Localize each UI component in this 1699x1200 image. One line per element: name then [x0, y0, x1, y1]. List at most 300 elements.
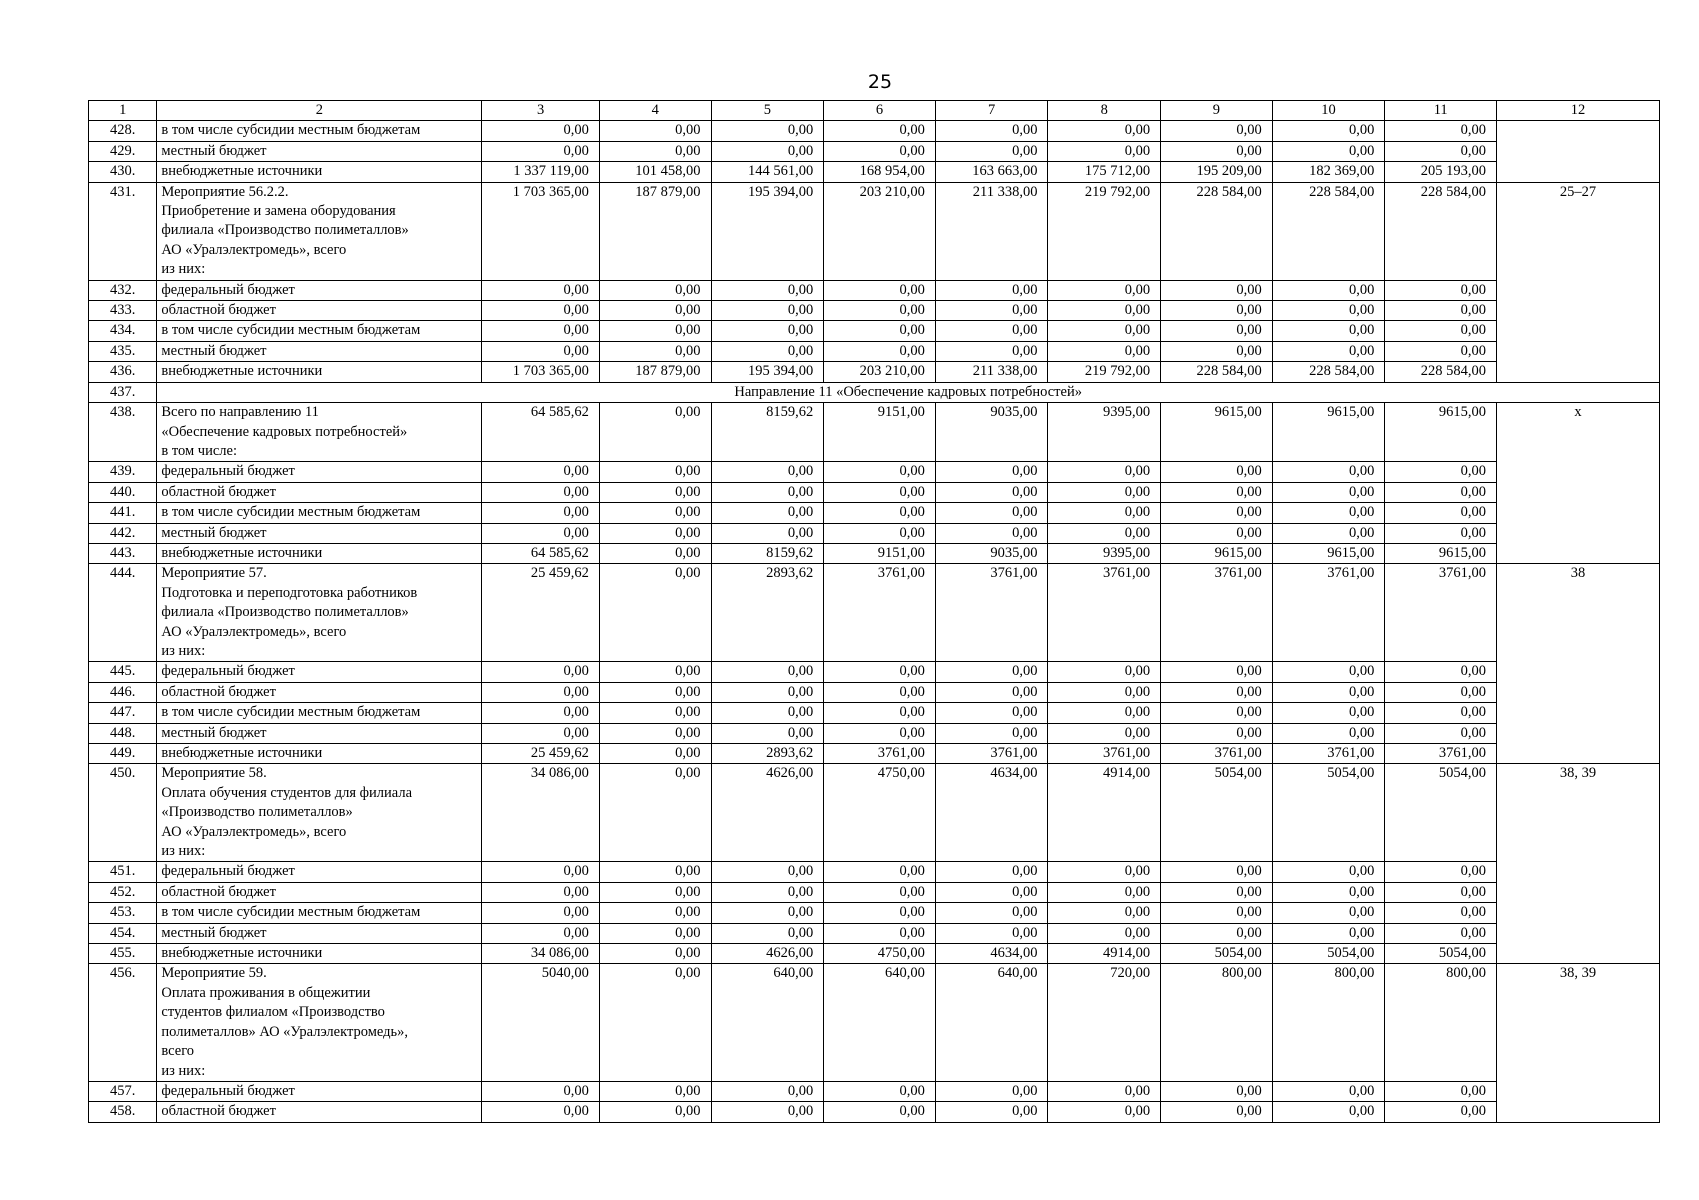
value-cell: 0,00 — [482, 703, 600, 723]
value-cell: 0,00 — [1385, 523, 1497, 543]
value-cell: 0,00 — [599, 923, 711, 943]
value-cell: 0,00 — [1272, 1081, 1385, 1101]
value-cell: 0,00 — [599, 682, 711, 702]
value-cell: 0,00 — [824, 503, 936, 523]
row-number: 458. — [89, 1102, 157, 1122]
value-cell: 0,00 — [599, 723, 711, 743]
row-number: 438. — [89, 403, 157, 462]
value-cell: 0,00 — [711, 1081, 824, 1101]
value-cell: 168 954,00 — [824, 162, 936, 182]
value-cell: 4626,00 — [711, 944, 824, 964]
value-cell: 0,00 — [1385, 341, 1497, 361]
value-cell: 0,00 — [482, 662, 600, 682]
value-cell: 0,00 — [1161, 321, 1273, 341]
value-cell: 720,00 — [1048, 964, 1161, 1081]
value-cell: 0,00 — [711, 1102, 824, 1122]
row-number: 449. — [89, 744, 157, 764]
value-cell: 0,00 — [711, 923, 824, 943]
value-cell: 0,00 — [1048, 523, 1161, 543]
table-row — [89, 662, 1660, 682]
row-number: 455. — [89, 944, 157, 964]
table-row — [89, 482, 1660, 502]
value-cell: 0,00 — [935, 482, 1048, 502]
row-description: федеральный бюджет — [157, 280, 482, 300]
value-cell: 0,00 — [824, 662, 936, 682]
table-row — [89, 301, 1660, 321]
value-cell: 0,00 — [935, 280, 1048, 300]
value-cell: 0,00 — [711, 121, 824, 141]
table-row — [89, 944, 1660, 964]
row-description: Всего по направлению 11 «Обеспечение кадровых потребностей» в том числе: — [157, 403, 482, 462]
row-description: в том числе субсидии местным бюджетам — [157, 503, 482, 523]
value-cell: 203 210,00 — [824, 362, 936, 382]
value-cell: 0,00 — [1048, 923, 1161, 943]
value-cell: 0,00 — [1385, 862, 1497, 882]
column-header: 11 — [1385, 101, 1497, 121]
reference-cell — [1496, 121, 1659, 182]
value-cell: 0,00 — [824, 723, 936, 743]
value-cell: 0,00 — [599, 862, 711, 882]
value-cell: 9035,00 — [935, 403, 1048, 462]
row-description: местный бюджет — [157, 723, 482, 743]
value-cell: 0,00 — [1385, 141, 1497, 161]
value-cell: 0,00 — [935, 121, 1048, 141]
value-cell: 0,00 — [482, 121, 600, 141]
value-cell: 9615,00 — [1161, 543, 1273, 563]
value-cell: 0,00 — [1161, 903, 1273, 923]
value-cell: 9151,00 — [824, 403, 936, 462]
value-cell: 0,00 — [1161, 682, 1273, 702]
row-number: 444. — [89, 564, 157, 662]
value-cell: 0,00 — [711, 503, 824, 523]
value-cell: 0,00 — [1048, 882, 1161, 902]
value-cell: 0,00 — [482, 1102, 600, 1122]
value-cell: 0,00 — [599, 341, 711, 361]
value-cell: 0,00 — [711, 882, 824, 902]
row-number: 436. — [89, 362, 157, 382]
row-number: 435. — [89, 341, 157, 361]
value-cell: 0,00 — [599, 764, 711, 862]
value-cell: 5054,00 — [1161, 764, 1273, 862]
value-cell: 3761,00 — [1048, 564, 1161, 662]
value-cell: 0,00 — [711, 682, 824, 702]
value-cell: 0,00 — [1272, 1102, 1385, 1122]
row-description: областной бюджет — [157, 682, 482, 702]
value-cell: 0,00 — [1272, 321, 1385, 341]
table-row — [89, 764, 1660, 862]
value-cell: 0,00 — [599, 662, 711, 682]
value-cell: 0,00 — [1385, 1102, 1497, 1122]
value-cell: 5040,00 — [482, 964, 600, 1081]
value-cell: 0,00 — [599, 703, 711, 723]
value-cell: 3761,00 — [1385, 564, 1497, 662]
value-cell: 0,00 — [824, 1081, 936, 1101]
value-cell: 0,00 — [599, 882, 711, 902]
reference-cell: х — [1496, 403, 1659, 564]
value-cell: 0,00 — [935, 462, 1048, 482]
value-cell: 0,00 — [482, 482, 600, 502]
table-row — [89, 744, 1660, 764]
row-description: Мероприятие 57. Подготовка и переподготовка работников филиала «Производство полиметаллов» АО «Уралэлектромедь», всего из них: — [157, 564, 482, 662]
value-cell: 195 209,00 — [1161, 162, 1273, 182]
value-cell: 0,00 — [935, 882, 1048, 902]
row-number: 440. — [89, 482, 157, 502]
value-cell: 0,00 — [1385, 321, 1497, 341]
value-cell: 0,00 — [599, 121, 711, 141]
table-header-row — [89, 101, 1660, 121]
value-cell: 187 879,00 — [599, 182, 711, 280]
value-cell: 0,00 — [711, 280, 824, 300]
value-cell: 0,00 — [1161, 301, 1273, 321]
value-cell: 182 369,00 — [1272, 162, 1385, 182]
value-cell: 0,00 — [1161, 523, 1273, 543]
table-row — [89, 141, 1660, 161]
value-cell: 64 585,62 — [482, 403, 600, 462]
value-cell: 3761,00 — [1385, 744, 1497, 764]
value-cell: 0,00 — [1272, 862, 1385, 882]
value-cell: 0,00 — [1272, 923, 1385, 943]
value-cell: 9395,00 — [1048, 543, 1161, 563]
value-cell: 0,00 — [711, 321, 824, 341]
row-description: в том числе субсидии местным бюджетам — [157, 903, 482, 923]
column-header: 6 — [824, 101, 936, 121]
column-header: 10 — [1272, 101, 1385, 121]
value-cell: 2893,62 — [711, 564, 824, 662]
value-cell: 640,00 — [824, 964, 936, 1081]
value-cell: 3761,00 — [1272, 564, 1385, 662]
value-cell: 0,00 — [599, 564, 711, 662]
value-cell: 0,00 — [1272, 280, 1385, 300]
value-cell: 0,00 — [482, 321, 600, 341]
value-cell: 0,00 — [599, 403, 711, 462]
value-cell: 0,00 — [1385, 662, 1497, 682]
value-cell: 0,00 — [1048, 280, 1161, 300]
table-row — [89, 503, 1660, 523]
value-cell: 0,00 — [1048, 862, 1161, 882]
value-cell: 0,00 — [1385, 723, 1497, 743]
value-cell: 0,00 — [1385, 462, 1497, 482]
value-cell: 0,00 — [482, 903, 600, 923]
table-row — [89, 403, 1660, 462]
value-cell: 0,00 — [824, 703, 936, 723]
value-cell: 0,00 — [1161, 882, 1273, 902]
value-cell: 0,00 — [824, 141, 936, 161]
value-cell: 203 210,00 — [824, 182, 936, 280]
value-cell: 0,00 — [482, 141, 600, 161]
value-cell: 205 193,00 — [1385, 162, 1497, 182]
value-cell: 0,00 — [824, 882, 936, 902]
value-cell: 0,00 — [1161, 1102, 1273, 1122]
row-number: 445. — [89, 662, 157, 682]
value-cell: 0,00 — [1048, 503, 1161, 523]
column-header: 3 — [482, 101, 600, 121]
value-cell: 9615,00 — [1272, 543, 1385, 563]
value-cell: 0,00 — [482, 523, 600, 543]
value-cell: 0,00 — [482, 503, 600, 523]
value-cell: 0,00 — [482, 280, 600, 300]
value-cell: 0,00 — [1161, 1081, 1273, 1101]
value-cell: 0,00 — [935, 862, 1048, 882]
value-cell: 0,00 — [1272, 903, 1385, 923]
value-cell: 219 792,00 — [1048, 362, 1161, 382]
value-cell: 0,00 — [1161, 703, 1273, 723]
row-number: 430. — [89, 162, 157, 182]
value-cell: 3761,00 — [935, 744, 1048, 764]
row-description: внебюджетные источники — [157, 162, 482, 182]
value-cell: 0,00 — [711, 723, 824, 743]
value-cell: 0,00 — [599, 744, 711, 764]
row-description: в том числе субсидии местным бюджетам — [157, 703, 482, 723]
value-cell: 4750,00 — [824, 764, 936, 862]
reference-cell: 38, 39 — [1496, 764, 1659, 964]
value-cell: 0,00 — [1385, 482, 1497, 502]
value-cell: 0,00 — [824, 862, 936, 882]
value-cell: 0,00 — [1385, 703, 1497, 723]
value-cell: 5054,00 — [1385, 944, 1497, 964]
row-description: в том числе субсидии местным бюджетам — [157, 121, 482, 141]
table-row — [89, 862, 1660, 882]
column-header: 12 — [1496, 101, 1659, 121]
row-description: федеральный бюджет — [157, 462, 482, 482]
value-cell: 0,00 — [1272, 482, 1385, 502]
value-cell: 0,00 — [599, 462, 711, 482]
value-cell: 0,00 — [1048, 301, 1161, 321]
table-row — [89, 462, 1660, 482]
value-cell: 0,00 — [824, 280, 936, 300]
value-cell: 211 338,00 — [935, 362, 1048, 382]
reference-cell: 25–27 — [1496, 182, 1659, 382]
value-cell: 0,00 — [935, 1102, 1048, 1122]
value-cell: 5054,00 — [1385, 764, 1497, 862]
value-cell: 0,00 — [482, 1081, 600, 1101]
value-cell: 0,00 — [1048, 462, 1161, 482]
value-cell: 0,00 — [1161, 141, 1273, 161]
value-cell: 0,00 — [711, 703, 824, 723]
value-cell: 5054,00 — [1272, 764, 1385, 862]
reference-cell: 38, 39 — [1496, 964, 1659, 1122]
value-cell: 3761,00 — [824, 744, 936, 764]
value-cell: 0,00 — [1161, 862, 1273, 882]
value-cell: 228 584,00 — [1161, 182, 1273, 280]
value-cell: 0,00 — [599, 523, 711, 543]
value-cell: 228 584,00 — [1272, 362, 1385, 382]
value-cell: 0,00 — [935, 341, 1048, 361]
value-cell: 0,00 — [711, 301, 824, 321]
value-cell: 0,00 — [935, 503, 1048, 523]
value-cell: 0,00 — [599, 141, 711, 161]
value-cell: 4626,00 — [711, 764, 824, 862]
value-cell: 34 086,00 — [482, 764, 600, 862]
value-cell: 0,00 — [711, 862, 824, 882]
value-cell: 187 879,00 — [599, 362, 711, 382]
value-cell: 640,00 — [711, 964, 824, 1081]
value-cell: 0,00 — [824, 462, 936, 482]
column-header: 7 — [935, 101, 1048, 121]
row-number: 428. — [89, 121, 157, 141]
value-cell: 0,00 — [1048, 1081, 1161, 1101]
row-number: 452. — [89, 882, 157, 902]
column-header: 5 — [711, 101, 824, 121]
value-cell: 0,00 — [1048, 341, 1161, 361]
value-cell: 0,00 — [1048, 141, 1161, 161]
row-number: 450. — [89, 764, 157, 862]
value-cell: 8159,62 — [711, 403, 824, 462]
value-cell: 0,00 — [1048, 903, 1161, 923]
value-cell: 3761,00 — [1161, 564, 1273, 662]
value-cell: 5054,00 — [1161, 944, 1273, 964]
table-row — [89, 362, 1660, 382]
value-cell: 0,00 — [935, 903, 1048, 923]
value-cell: 0,00 — [824, 1102, 936, 1122]
value-cell: 0,00 — [824, 301, 936, 321]
row-description: Мероприятие 58. Оплата обучения студентов для филиала «Производство полиметаллов» АО «Уралэлектромедь», всего из них: — [157, 764, 482, 862]
value-cell: 9615,00 — [1385, 543, 1497, 563]
value-cell: 25 459,62 — [482, 744, 600, 764]
value-cell: 0,00 — [935, 923, 1048, 943]
value-cell: 1 703 365,00 — [482, 182, 600, 280]
page-number: 25 — [867, 71, 893, 93]
row-number: 429. — [89, 141, 157, 161]
value-cell: 25 459,62 — [482, 564, 600, 662]
value-cell: 228 584,00 — [1161, 362, 1273, 382]
value-cell: 0,00 — [482, 682, 600, 702]
column-header: 2 — [157, 101, 482, 121]
table-body — [89, 101, 1660, 1123]
value-cell: 0,00 — [599, 1081, 711, 1101]
value-cell: 3761,00 — [935, 564, 1048, 662]
table-row — [89, 703, 1660, 723]
value-cell: 9151,00 — [824, 543, 936, 563]
row-number: 441. — [89, 503, 157, 523]
value-cell: 0,00 — [1161, 723, 1273, 743]
value-cell: 3761,00 — [1272, 744, 1385, 764]
value-cell: 0,00 — [1385, 503, 1497, 523]
value-cell: 0,00 — [1161, 503, 1273, 523]
value-cell: 4914,00 — [1048, 944, 1161, 964]
row-description: внебюджетные источники — [157, 744, 482, 764]
value-cell: 228 584,00 — [1272, 182, 1385, 280]
value-cell: 0,00 — [935, 723, 1048, 743]
value-cell: 0,00 — [1385, 882, 1497, 902]
table-row — [89, 321, 1660, 341]
value-cell: 0,00 — [599, 944, 711, 964]
value-cell: 195 394,00 — [711, 182, 824, 280]
row-number: 446. — [89, 682, 157, 702]
value-cell: 1 337 119,00 — [482, 162, 600, 182]
value-cell: 228 584,00 — [1385, 182, 1497, 280]
table-row — [89, 564, 1660, 662]
table-row — [89, 280, 1660, 300]
value-cell: 0,00 — [599, 503, 711, 523]
value-cell: 0,00 — [1385, 1081, 1497, 1101]
value-cell: 5054,00 — [1272, 944, 1385, 964]
value-cell: 0,00 — [1161, 662, 1273, 682]
value-cell: 0,00 — [1272, 662, 1385, 682]
value-cell: 144 561,00 — [711, 162, 824, 182]
value-cell: 0,00 — [824, 903, 936, 923]
row-description: областной бюджет — [157, 1102, 482, 1122]
value-cell: 3761,00 — [1161, 744, 1273, 764]
value-cell: 0,00 — [482, 723, 600, 743]
value-cell: 4634,00 — [935, 764, 1048, 862]
table-row — [89, 903, 1660, 923]
value-cell: 0,00 — [1272, 682, 1385, 702]
value-cell: 0,00 — [1385, 280, 1497, 300]
value-cell: 0,00 — [1161, 923, 1273, 943]
value-cell: 219 792,00 — [1048, 182, 1161, 280]
row-description: Мероприятие 56.2.2. Приобретение и замена оборудования филиала «Производство полиметаллов» АО «Уралэлектромедь», всего из них: — [157, 182, 482, 280]
value-cell: 4914,00 — [1048, 764, 1161, 862]
value-cell: 0,00 — [1272, 703, 1385, 723]
value-cell: 0,00 — [1161, 482, 1273, 502]
value-cell: 0,00 — [482, 341, 600, 361]
row-number: 434. — [89, 321, 157, 341]
value-cell: 0,00 — [1272, 882, 1385, 902]
value-cell: 800,00 — [1161, 964, 1273, 1081]
value-cell: 0,00 — [1161, 462, 1273, 482]
row-number: 457. — [89, 1081, 157, 1101]
value-cell: 0,00 — [599, 280, 711, 300]
value-cell: 1 703 365,00 — [482, 362, 600, 382]
value-cell: 0,00 — [935, 321, 1048, 341]
table-row — [89, 523, 1660, 543]
table-row — [89, 182, 1660, 280]
table-row — [89, 1081, 1660, 1101]
table-row — [89, 341, 1660, 361]
value-cell: 0,00 — [599, 543, 711, 563]
column-header: 1 — [89, 101, 157, 121]
value-cell: 0,00 — [711, 903, 824, 923]
row-number: 431. — [89, 182, 157, 280]
value-cell: 0,00 — [599, 482, 711, 502]
value-cell: 175 712,00 — [1048, 162, 1161, 182]
value-cell: 211 338,00 — [935, 182, 1048, 280]
row-number: 443. — [89, 543, 157, 563]
section-title: Направление 11 «Обеспечение кадровых потребностей» — [157, 382, 1660, 402]
reference-cell: 38 — [1496, 564, 1659, 764]
row-description: внебюджетные источники — [157, 944, 482, 964]
value-cell: 800,00 — [1385, 964, 1497, 1081]
value-cell: 0,00 — [1048, 662, 1161, 682]
column-header: 9 — [1161, 101, 1273, 121]
row-description: Мероприятие 59. Оплата проживания в общежитии студентов филиалом «Производство полиметаллов» АО «Уралэлектромедь», всего из них: — [157, 964, 482, 1081]
value-cell: 0,00 — [1385, 923, 1497, 943]
value-cell: 9615,00 — [1161, 403, 1273, 462]
value-cell: 0,00 — [1272, 723, 1385, 743]
value-cell: 3761,00 — [824, 564, 936, 662]
value-cell: 0,00 — [1161, 341, 1273, 361]
table-row — [89, 543, 1660, 563]
column-header: 8 — [1048, 101, 1161, 121]
value-cell: 8159,62 — [711, 543, 824, 563]
row-number: 432. — [89, 280, 157, 300]
value-cell: 0,00 — [935, 703, 1048, 723]
value-cell: 0,00 — [599, 964, 711, 1081]
value-cell: 0,00 — [711, 662, 824, 682]
value-cell: 0,00 — [482, 882, 600, 902]
value-cell: 2893,62 — [711, 744, 824, 764]
row-number: 453. — [89, 903, 157, 923]
value-cell: 3761,00 — [1048, 744, 1161, 764]
value-cell: 0,00 — [935, 682, 1048, 702]
row-description: федеральный бюджет — [157, 662, 482, 682]
value-cell: 0,00 — [599, 321, 711, 341]
value-cell: 0,00 — [1272, 341, 1385, 361]
row-description: федеральный бюджет — [157, 1081, 482, 1101]
value-cell: 640,00 — [935, 964, 1048, 1081]
value-cell: 0,00 — [1272, 503, 1385, 523]
value-cell: 0,00 — [1385, 301, 1497, 321]
